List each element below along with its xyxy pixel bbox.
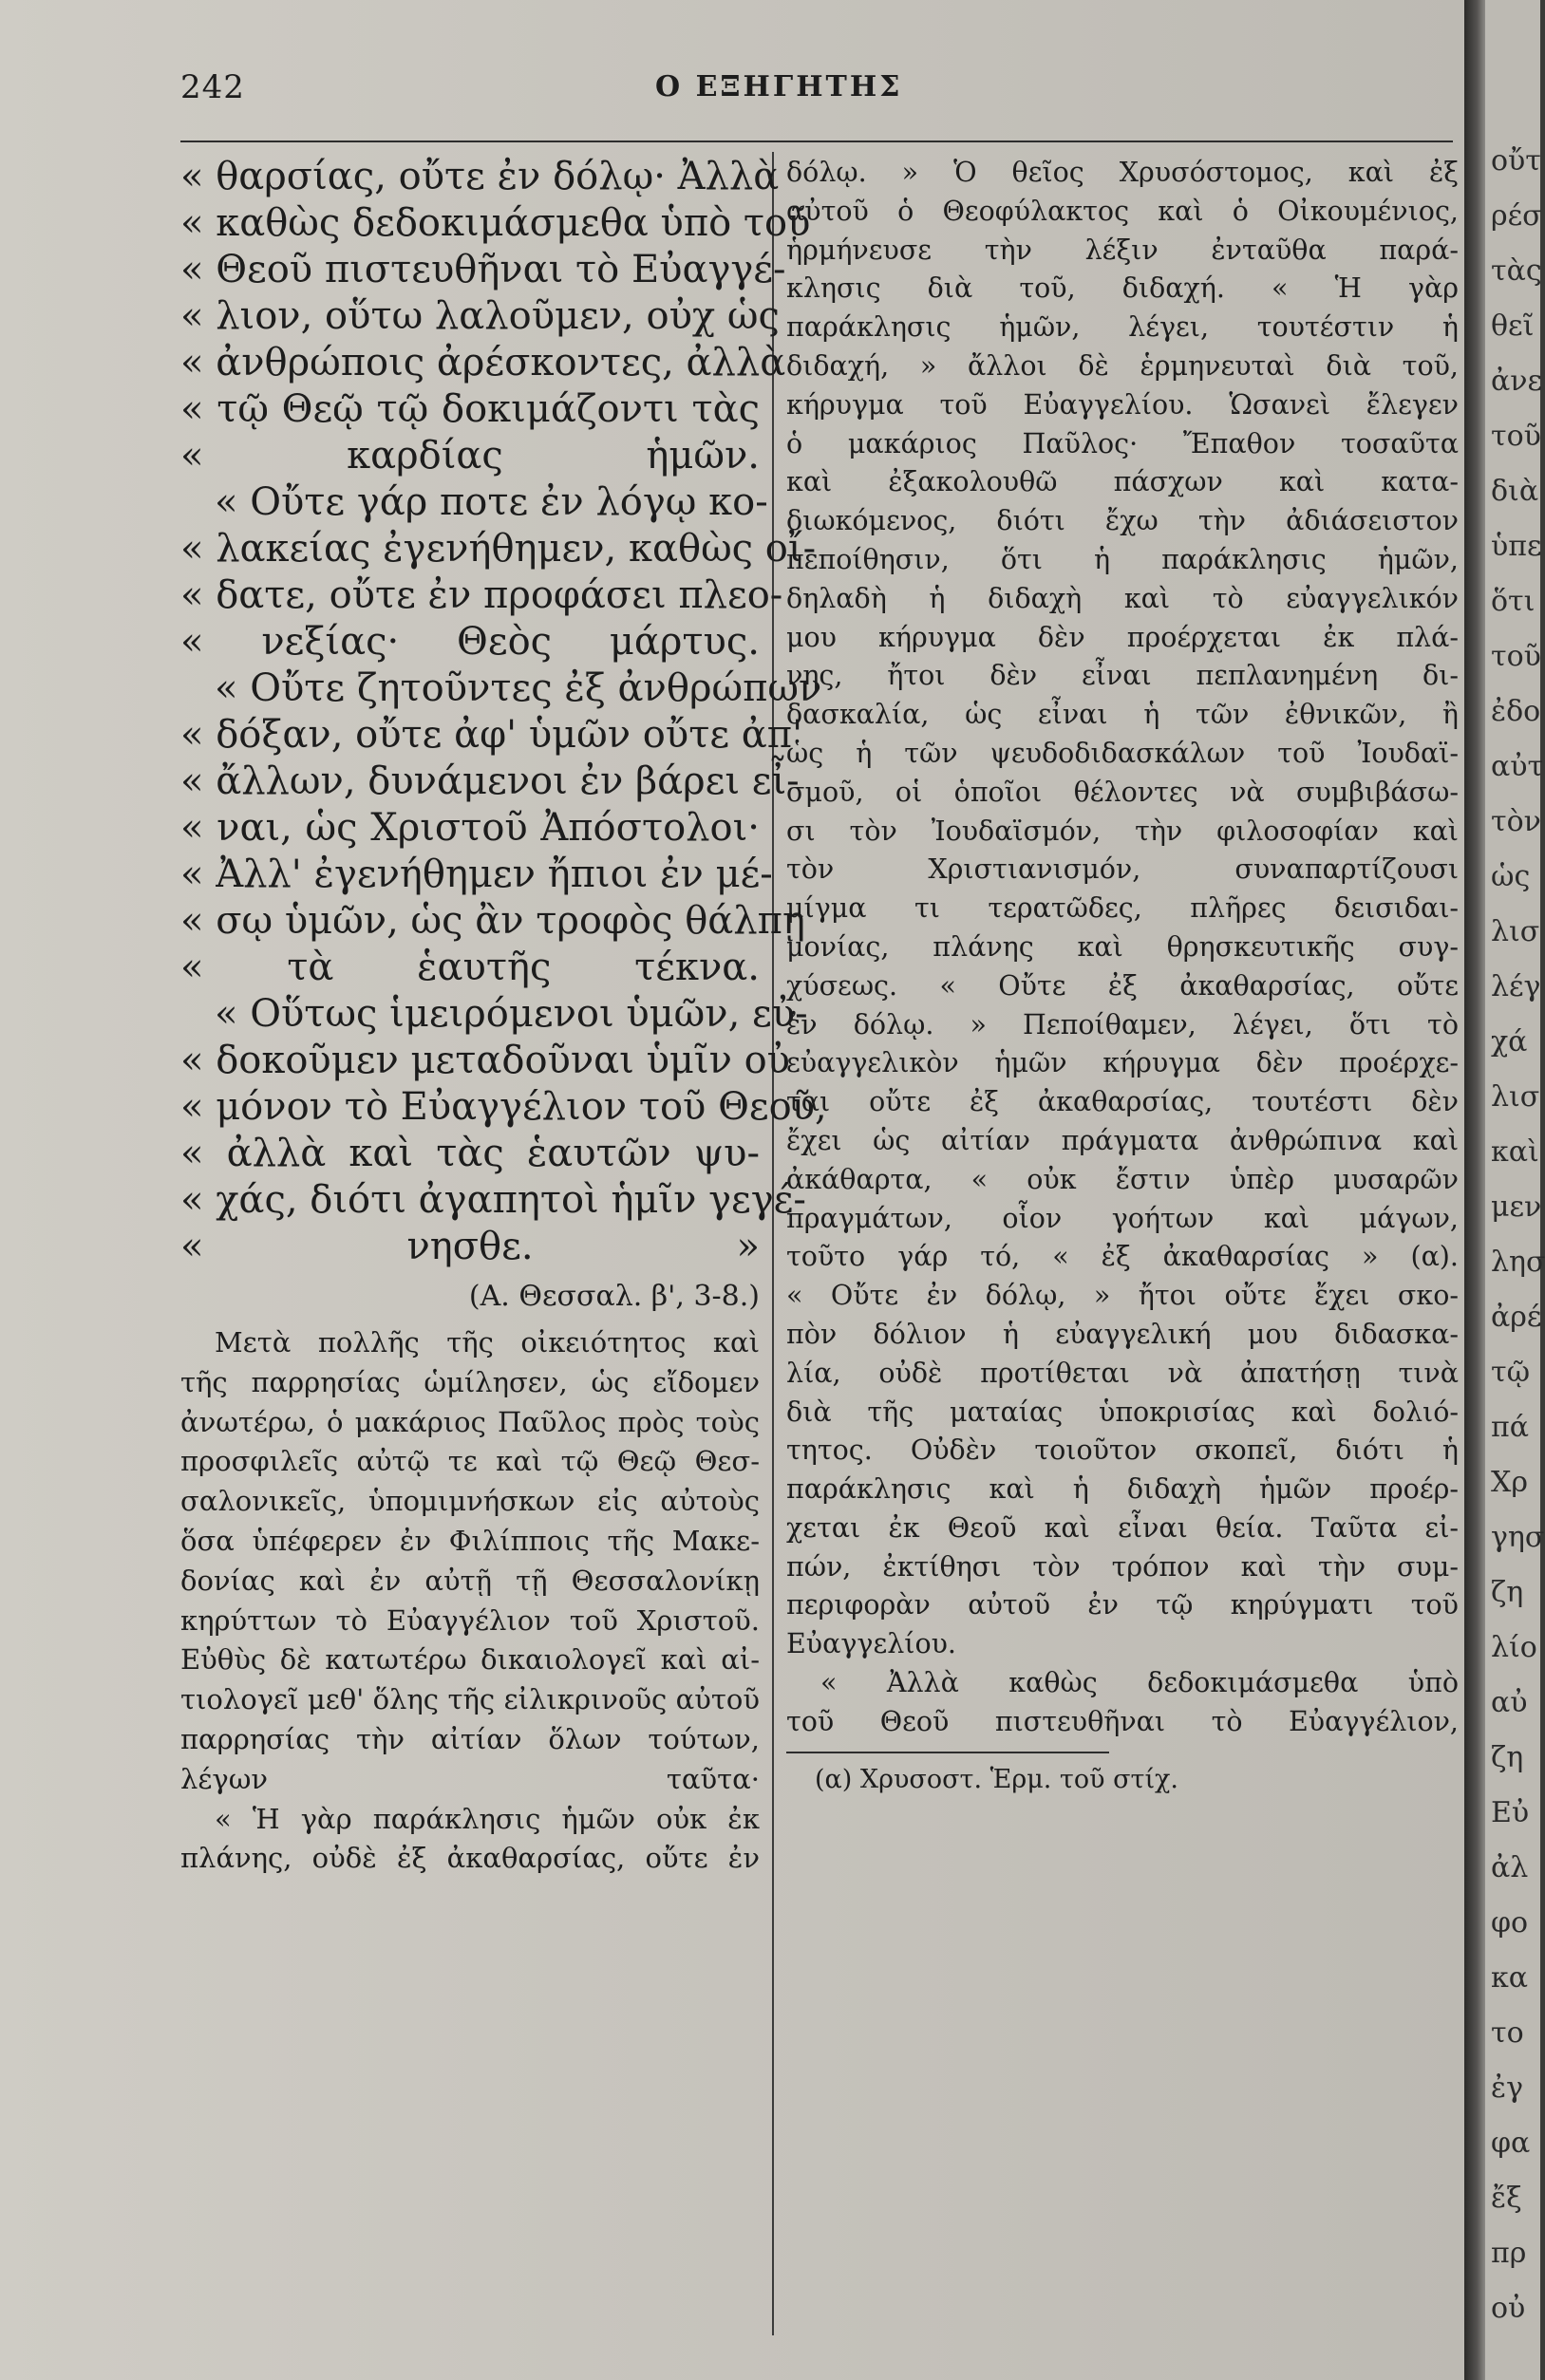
page-number: 242: [180, 68, 245, 106]
text-line: τοῦ Θεοῦ πιστευθῆναι τὸ Εὐαγγέλιον,: [786, 1705, 1459, 1737]
text-line: τὸν Χριστιανισμόν, συναπαρτίζουσι: [786, 853, 1459, 886]
facing-text-fragment: μεν: [1491, 1190, 1542, 1224]
commentary-line: ἀνωτέρω, ὁ μακάριος Παῦλος πρὸς τοὺς: [180, 1405, 760, 1438]
facing-text-fragment: τὰς: [1491, 254, 1542, 288]
quote-line: « θαρσίας, οὔτε ἐν δόλῳ· Ἀλλὰ: [180, 155, 780, 198]
commentary-line: τῆς παρρησίας ὡμίλησεν, ὡς εἴδομεν: [180, 1365, 760, 1398]
header-rule: [180, 141, 1453, 142]
quote-line: « μόνον τὸ Εὐαγγέλιον τοῦ Θεοῦ,: [180, 1085, 827, 1129]
text-line: νης, ἤτοι δὲν εἶναι πεπλανημένη δι-: [786, 660, 1459, 692]
facing-text-fragment: ὑπε: [1491, 530, 1542, 563]
facing-text-fragment: ὅτι: [1491, 585, 1536, 618]
text-line: Εὐαγγελίου.: [786, 1628, 956, 1660]
text-line: ὁ μακάριος Παῦλος· Ἔπαθον τοσαῦτα: [786, 427, 1459, 459]
quote-line: « δόξαν, οὔτε ἀφ' ὑμῶν οὔτε ἀπ': [180, 713, 803, 757]
quote-line: « δοκοῦμεν μεταδοῦναι ὑμῖν οὐ: [180, 1039, 790, 1082]
quote-line: « δατε, οὔτε ἐν προφάσει πλεο-: [180, 573, 783, 617]
commentary-line: Εὐθὺς δὲ κατωτέρω δικαιολογεῖ καὶ αἰ-: [180, 1643, 760, 1677]
facing-page-edge: [1485, 0, 1545, 2380]
facing-text-fragment: ρέσ: [1491, 199, 1542, 233]
facing-text-fragment: χά: [1491, 1025, 1528, 1059]
quote-line: « Οὔτε γάρ ποτε ἐν λόγῳ κο-: [215, 480, 768, 524]
facing-text-fragment: διὰ: [1491, 475, 1539, 508]
text-line: λία, οὐδὲ προτίθεται νὰ ἀπατήσῃ τινὰ: [786, 1357, 1459, 1389]
text-line: ται οὔτε ἐξ ἀκαθαρσίας, τουτέστι δὲν: [786, 1086, 1459, 1118]
facing-text-fragment: αὐ: [1491, 1686, 1528, 1719]
commentary-line: σαλονικεῖς, ὑπομιμνήσκων εἰς αὐτοὺς: [180, 1485, 760, 1518]
scripture-citation: (Α. Θεσσαλ. β', 3-8.): [468, 1280, 760, 1313]
facing-text-fragment: ἐγ: [1491, 2071, 1524, 2105]
facing-text-fragment: Εὐ: [1491, 1796, 1530, 1829]
quote-line: « ἄλλων, δυνάμενοι ἐν βάρει εἶ-: [180, 759, 800, 803]
quote-line: « Θεοῦ πιστευθῆναι τὸ Εὐαγγέ-: [180, 248, 786, 291]
text-line: τητος. Οὐδὲν τοιοῦτον σκοπεῖ, διότι ἡ: [786, 1434, 1459, 1467]
book-gutter: [1464, 0, 1485, 2380]
commentary-line: πλάνης, οὐδὲ ἐξ ἀκαθαρσίας, οὔτε ἐν: [180, 1842, 760, 1875]
facing-text-fragment: ἐδο: [1491, 695, 1541, 728]
text-line: κήρυγμα τοῦ Εὐαγγελίου. Ὡσανεὶ ἔλεγεν: [786, 388, 1459, 421]
text-line: περιφορὰν αὐτοῦ ἐν τῷ κηρύγματι τοῦ: [786, 1589, 1459, 1621]
facing-text-fragment: οὐ: [1491, 2292, 1526, 2325]
text-line: καὶ ἐξακολουθῶ πάσχων καὶ κατα-: [786, 466, 1459, 498]
text-line: παράκλησις ἡμῶν, λέγει, τουτέστιν ἡ: [786, 311, 1459, 344]
text-line: διὰ τῆς ματαίας ὑποκρισίας καὶ δολιό-: [786, 1396, 1459, 1428]
quote-line: « τὰ ἑαυτῆς τέκνα.: [180, 946, 760, 989]
running-head: Ο ΕΞΗΓΗΤΗΣ: [655, 70, 903, 103]
quote-line: « καρδίας ἡμῶν.: [180, 434, 760, 478]
page-header: [180, 68, 1453, 125]
footnote: (α) Χρυσοστ. Ἑρμ. τοῦ στίχ.: [815, 1764, 1178, 1794]
text-line: σι τὸν Ἰουδαϊσμόν, τὴν φιλοσοφίαν καὶ: [786, 815, 1459, 847]
commentary-line: τιολογεῖ μεθ' ὅλης τῆς εἰλικρινοῦς αὐτοῦ: [180, 1683, 760, 1716]
facing-text-fragment: ζη: [1491, 1576, 1524, 1609]
text-line: σμοῦ, οἱ ὁποῖοι θέλοντες νὰ συμβιβάσω-: [786, 776, 1459, 808]
quote-line: « καθὼς δεδοκιμάσμεθα ὑπὸ τοῦ: [180, 201, 811, 245]
facing-text-fragment: πά: [1491, 1411, 1529, 1444]
facing-text-fragment: φα: [1491, 2127, 1531, 2160]
quote-line: « λακείας ἐγενήθημεν, καθὼς οἴ-: [180, 527, 817, 571]
facing-text-fragment: λέγ: [1491, 970, 1541, 1003]
text-line: « Οὔτε ἐν δόλῳ, » ἤτοι οὔτε ἔχει σκο-: [786, 1280, 1459, 1312]
text-line: χεται ἐκ Θεοῦ καὶ εἶναι θεία. Ταῦτα εἰ-: [786, 1511, 1459, 1544]
text-line: πὸν δόλιον ἡ εὐαγγελική μου διδασκα-: [786, 1318, 1459, 1350]
quote-line: « ἀλλὰ καὶ τὰς ἑαυτῶν ψυ-: [180, 1132, 760, 1175]
facing-text-fragment: καὶ: [1491, 1135, 1539, 1169]
quote-line: « τῷ Θεῷ τῷ δοκιμάζοντι τὰς: [180, 387, 760, 431]
facing-text-fragment: τὸν: [1491, 805, 1541, 838]
facing-text-fragment: θεῖ: [1491, 309, 1535, 343]
facing-text-fragment: τοῦ: [1491, 420, 1541, 453]
quote-line: « χάς, διότι ἀγαπητοὶ ἡμῖν γεγέ-: [180, 1178, 806, 1222]
facing-text-fragment: πρ: [1491, 2237, 1527, 2270]
text-line: διωκόμενος, διότι ἔχω τὴν ἀδιάσειστον: [786, 505, 1459, 537]
facing-text-fragment: λησ: [1491, 1246, 1545, 1279]
commentary-line: δονίας καὶ ἐν αὐτῇ τῇ Θεσσαλονίκῃ: [180, 1564, 760, 1597]
facing-text-fragment: λισ: [1491, 915, 1540, 948]
text-line: δασκαλία, ὡς εἶναι ἡ τῶν ἐθνικῶν, ἢ: [786, 699, 1459, 731]
text-line: μίγμα τι τερατῶδες, πλῆρες δεισιδαι-: [786, 892, 1459, 925]
facing-text-fragment: Χρ: [1491, 1466, 1528, 1499]
text-line: ἐν δόλῳ. » Πεποίθαμεν, λέγει, ὅτι τὸ: [786, 1008, 1459, 1040]
facing-text-fragment: ἔξ: [1491, 2182, 1522, 2215]
commentary-line: κηρύττων τὸ Εὐαγγέλιον τοῦ Χριστοῦ.: [180, 1603, 760, 1637]
commentary-line: « Ἡ γὰρ παράκλησις ἡμῶν οὐκ ἐκ: [215, 1802, 760, 1835]
commentary-line: ὅσα ὑπέφερεν ἐν Φιλίπποις τῆς Μακε-: [180, 1524, 760, 1557]
quote-line: « λιον, οὕτω λαλοῦμεν, οὐχ ὡς: [180, 294, 780, 338]
facing-text-fragment: ἀρέ: [1491, 1301, 1542, 1334]
commentary-line: Μετὰ πολλῆς τῆς οἰκειότητος καὶ: [215, 1326, 760, 1359]
text-line: πεποίθησιν, ὅτι ἡ παράκλησις ἡμῶν,: [786, 543, 1459, 575]
facing-text-fragment: ἀλ: [1491, 1851, 1529, 1884]
facing-text-fragment: ἀνε: [1491, 365, 1543, 398]
text-line: ἔχει ὡς αἰτίαν πράγματα ἀνθρώπινα καὶ: [786, 1124, 1459, 1156]
text-line: πραγμάτων, οἷον γοήτων καὶ μάγων,: [786, 1202, 1459, 1234]
facing-text-fragment: το: [1491, 2016, 1524, 2050]
text-line: τοῦτο γάρ τό, « ἐξ ἀκαθαρσίας » (α).: [786, 1241, 1459, 1273]
text-line: « Ἀλλὰ καθὼς δεδοκιμάσμεθα ὑπὸ: [820, 1667, 1459, 1699]
quote-line: « Ἀλλ' ἐγενήθημεν ἤπιοι ἐν μέ-: [180, 853, 773, 896]
right-column: [786, 154, 1459, 1799]
commentary-line: παρρησίας τὴν αἰτίαν ὅλων τούτων,: [180, 1722, 760, 1755]
facing-text-fragment: ὡς: [1491, 860, 1531, 893]
text-line: μου κήρυγμα δὲν προέρχεται ἐκ πλά-: [786, 621, 1459, 653]
facing-text-fragment: αὐτ: [1491, 750, 1544, 783]
commentary-line: λέγων ταῦτα·: [180, 1762, 760, 1795]
quote-line: « Οὕτως ἱμειρόμενοι ὑμῶν, εὐ-: [215, 992, 808, 1036]
quote-line: « σῳ ὑμῶν, ὡς ἂν τροφὸς θάλπῃ: [180, 899, 805, 943]
facing-text-fragment: τῷ: [1491, 1356, 1531, 1389]
text-line: μονίας, πλάνης καὶ θρησκευτικῆς συγ-: [786, 930, 1459, 963]
right-column-text: [786, 154, 1459, 1742]
text-line: χύσεως. « Οὔτε ἐξ ἀκαθαρσίας, οὔτε: [786, 969, 1459, 1002]
text-line: ἀκάθαρτα, « οὐκ ἔστιν ὑπὲρ μυσαρῶν: [786, 1163, 1459, 1195]
facing-text-fragment: γησ: [1491, 1521, 1545, 1554]
text-line: κλησις διὰ τοῦ, διδαχή. « Ἡ γὰρ: [786, 272, 1459, 305]
scripture-quote: [180, 154, 827, 1270]
quote-line: « Οὔτε ζητοῦντες ἐξ ἀνθρώπων: [215, 666, 822, 710]
facing-text-fragment: ζη: [1491, 1741, 1524, 1774]
facing-text-fragment: τοῦ: [1491, 640, 1541, 673]
text-line: δόλῳ. » Ὁ θεῖος Χρυσόστομος, καὶ ἐξ: [786, 157, 1459, 188]
text-line: διδαχή, » ἄλλοι δὲ ἑρμηνευταὶ διὰ τοῦ,: [786, 349, 1459, 382]
text-line: πών, ἐκτίθησι τὸν τρόπον καὶ τὴν συμ-: [786, 1550, 1459, 1583]
quote-line: « νεξίας· Θεὸς μάρτυς.: [180, 620, 760, 664]
quote-line: « ναι, ὡς Χριστοῦ Ἀπόστολοι·: [180, 806, 760, 850]
commentary-line: προσφιλεῖς αὐτῷ τε καὶ τῷ Θεῷ Θεσ-: [180, 1445, 760, 1478]
facing-text-fragment: λίο: [1491, 1631, 1537, 1664]
text-line: δηλαδὴ ἡ διδαχὴ καὶ τὸ εὐαγγελικόν: [786, 582, 1459, 614]
facing-text-fragment: λισ: [1491, 1080, 1540, 1114]
quote-line: « νησθε. »: [180, 1225, 760, 1268]
quote-line: « ἀνθρώποις ἀρέσκοντες, ἀλλὰ: [180, 341, 786, 384]
commentary-text: [180, 1323, 760, 1879]
facing-text-fragment: οὔτ: [1491, 144, 1541, 178]
text-line: ἡρμήνευσε τὴν λέξιν ἐνταῦθα παρά-: [786, 234, 1459, 266]
footnote-rule: [786, 1752, 1109, 1753]
facing-text-fragment: κα: [1491, 1961, 1529, 1995]
column-divider: [772, 152, 774, 2335]
left-column: [180, 154, 827, 1879]
text-line: εὐαγγελικὸν ἡμῶν κήρυγμα δὲν προέρχε-: [786, 1047, 1459, 1079]
text-line: αὐτοῦ ὁ Θεοφύλακτος καὶ ὁ Οἰκουμένιος,: [786, 195, 1459, 227]
facing-text-fragment: φο: [1491, 1906, 1529, 1940]
text-line: ὡς ἡ τῶν ψευδοδιδασκάλων τοῦ Ἰουδαϊ-: [786, 737, 1459, 769]
text-line: παράκλησις καὶ ἡ διδαχὴ ἡμῶν προέρ-: [786, 1473, 1459, 1506]
